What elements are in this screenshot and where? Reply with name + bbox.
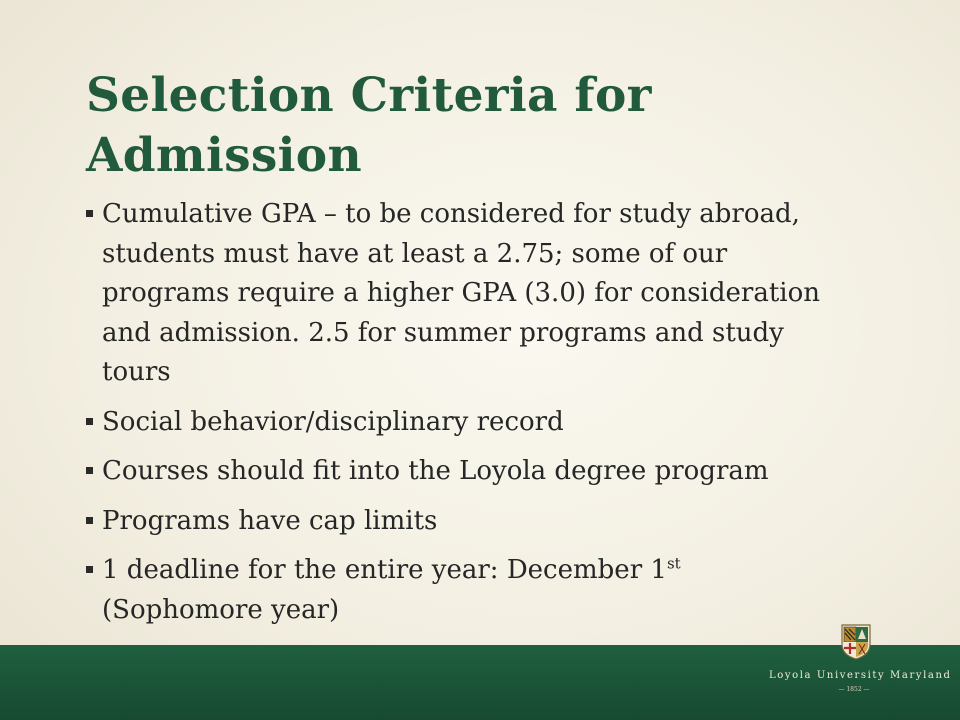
bullet-marker-icon — [86, 418, 93, 425]
founding-year: — 1852 — — [838, 686, 870, 693]
bullet-item — [86, 195, 846, 393]
bullet-item — [86, 551, 846, 630]
bullet-text: Social behavior/disciplinary record — [102, 406, 564, 437]
bullet-text: Programs have cap limits — [102, 505, 438, 536]
bullet-marker-icon — [86, 467, 93, 474]
bullet-list — [86, 195, 846, 640]
bullet-marker-icon — [86, 566, 93, 573]
slide-title: Selection Criteria for Admission — [86, 68, 652, 183]
bullet-item — [86, 403, 846, 443]
shield-crest-icon — [841, 624, 871, 660]
bullet-marker-icon — [86, 210, 93, 217]
university-wordmark: Loyola University Maryland — [769, 670, 952, 681]
bullet-item — [86, 502, 846, 542]
bullet-marker-icon — [86, 517, 93, 524]
university-logo — [769, 620, 952, 700]
bullet-text: Cumulative GPA – to be considered for study abroad, students must have at least a 2.75; some of our programs require a higher GPA (3.0) for consideration and admission. 2.5 for summer programs and study tours — [102, 199, 820, 387]
bullet-superscript: st — [666, 554, 681, 573]
bullet-text: 1 deadline for the entire year: December 1 — [102, 555, 667, 585]
bullet-continuation: (Sophomore year) — [102, 594, 340, 625]
bullet-text: Courses should fit into the Loyola degree program — [102, 456, 769, 486]
bullet-item — [86, 452, 846, 492]
